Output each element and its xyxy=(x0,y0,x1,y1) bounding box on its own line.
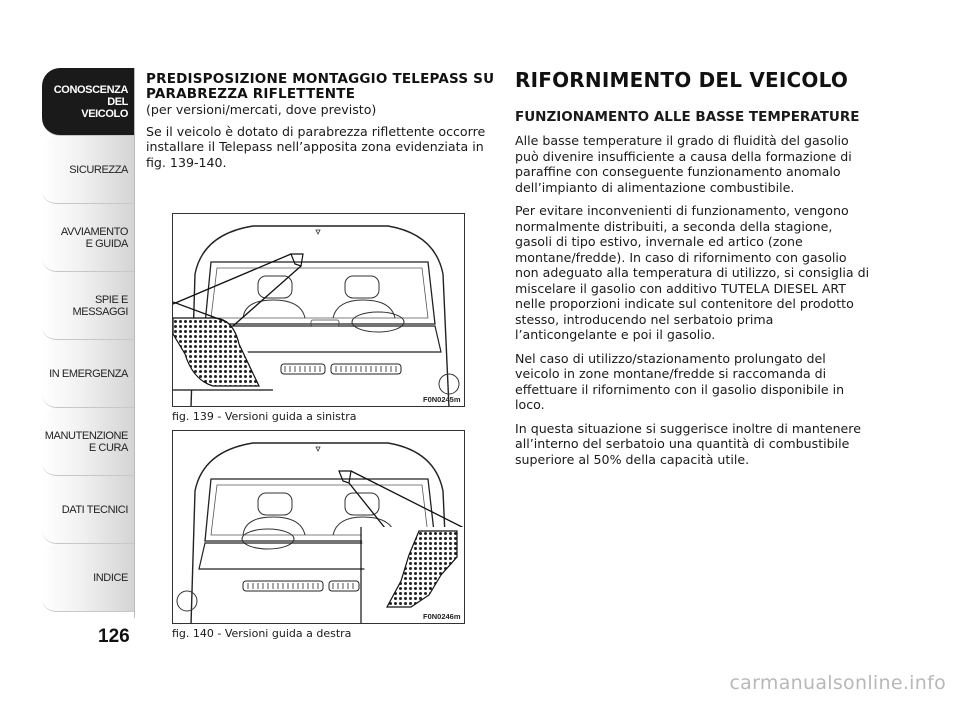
figure-139 xyxy=(172,213,465,407)
paragraph-2: Per evitare inconvenienti di funzionamento, vengono normalmente distribuiti, a seconda della stagione, gasoli di tipo estivo, invernale ed artico (zone montane/fredde). In caso di rifornimento con gasolio non adeguato alla temperatura di utilizzo, si consiglia di miscelare il gasolio con additivo TUTELA DIESEL ART nelle proporzioni indicate sul contenitore del prodotto stesso, introducendo nel serbatoio prima l’anticongelante e poi il gasolio. xyxy=(515,203,870,342)
page-title: RIFORNIMENTO DEL VEICOLO xyxy=(515,68,849,92)
refuelling-section xyxy=(515,68,870,467)
telepass-heading: PREDISPOSIZIONE MONTAGGIO TELEPASS SU PARABREZZA RIFLETTENTE xyxy=(146,71,495,102)
tab-conoscenza-del-veicolo[interactable]: CONOSCENZA DEL VEICOLO xyxy=(42,68,134,136)
tab-sicurezza[interactable]: SICUREZZA xyxy=(42,136,134,204)
paragraph-4: In questa situazione si suggerisce inoltre di mantenere all’interno del serbatoio una quantità di combustibile superiore al 50% della capacità utile. xyxy=(515,420,861,467)
page-number: 126 xyxy=(98,626,130,647)
tab-in-emergenza[interactable]: IN EMERGENZA xyxy=(42,340,134,408)
figure-139-caption: fig. 139 - Versioni guida a sinistra xyxy=(172,410,357,423)
telepass-subtitle: (per versioni/mercati, dove previsto) xyxy=(146,102,377,117)
figure-140 xyxy=(172,430,465,624)
watermark: carmanualsonline.info xyxy=(729,672,946,694)
figure-139-illustration xyxy=(173,214,465,407)
tab-spie-e-messaggi[interactable]: SPIE E MESSAGGI xyxy=(42,272,134,340)
tab-avviamento-e-guida[interactable]: AVVIAMENTO E GUIDA xyxy=(42,204,134,272)
chapter-sidebar xyxy=(42,68,134,612)
tab-indice[interactable]: INDICE xyxy=(42,544,134,612)
tab-dati-tecnici[interactable]: DATI TECNICI xyxy=(42,476,134,544)
tab-manutenzione-e-cura[interactable]: MANUTENZIONE E CURA xyxy=(42,408,134,476)
low-temperature-heading: FUNZIONAMENTO ALLE BASSE TEMPERATURE xyxy=(515,109,860,125)
paragraph-3: Nel caso di utilizzo/stazionamento prolungato del veicolo in zone montane/fredde si raccomanda di effettuare il rifornimento con il gasolio disponibile in loco. xyxy=(515,350,845,412)
figure-140-caption: fig. 140 - Versioni guida a destra xyxy=(172,627,352,640)
paragraph-1: Alle basse temperature il grado di fluidità del gasolio può divenire insufficiente a causa della formazione di paraffine con conseguente funzionamento anomalo dell’impianto di alimentazione combustibile. xyxy=(515,133,852,195)
figure-139-code: F0N0245m xyxy=(423,395,461,404)
figure-140-illustration xyxy=(173,431,465,624)
figure-140-code: F0N0246m xyxy=(423,612,461,621)
telepass-body: Se il veicolo è dotato di parabrezza riflettente occorre installare il Telepass nell’apposita zona evidenziata in fig. 139-140. xyxy=(146,123,486,170)
sidebar-divider xyxy=(134,68,135,618)
telepass-section xyxy=(146,72,496,170)
